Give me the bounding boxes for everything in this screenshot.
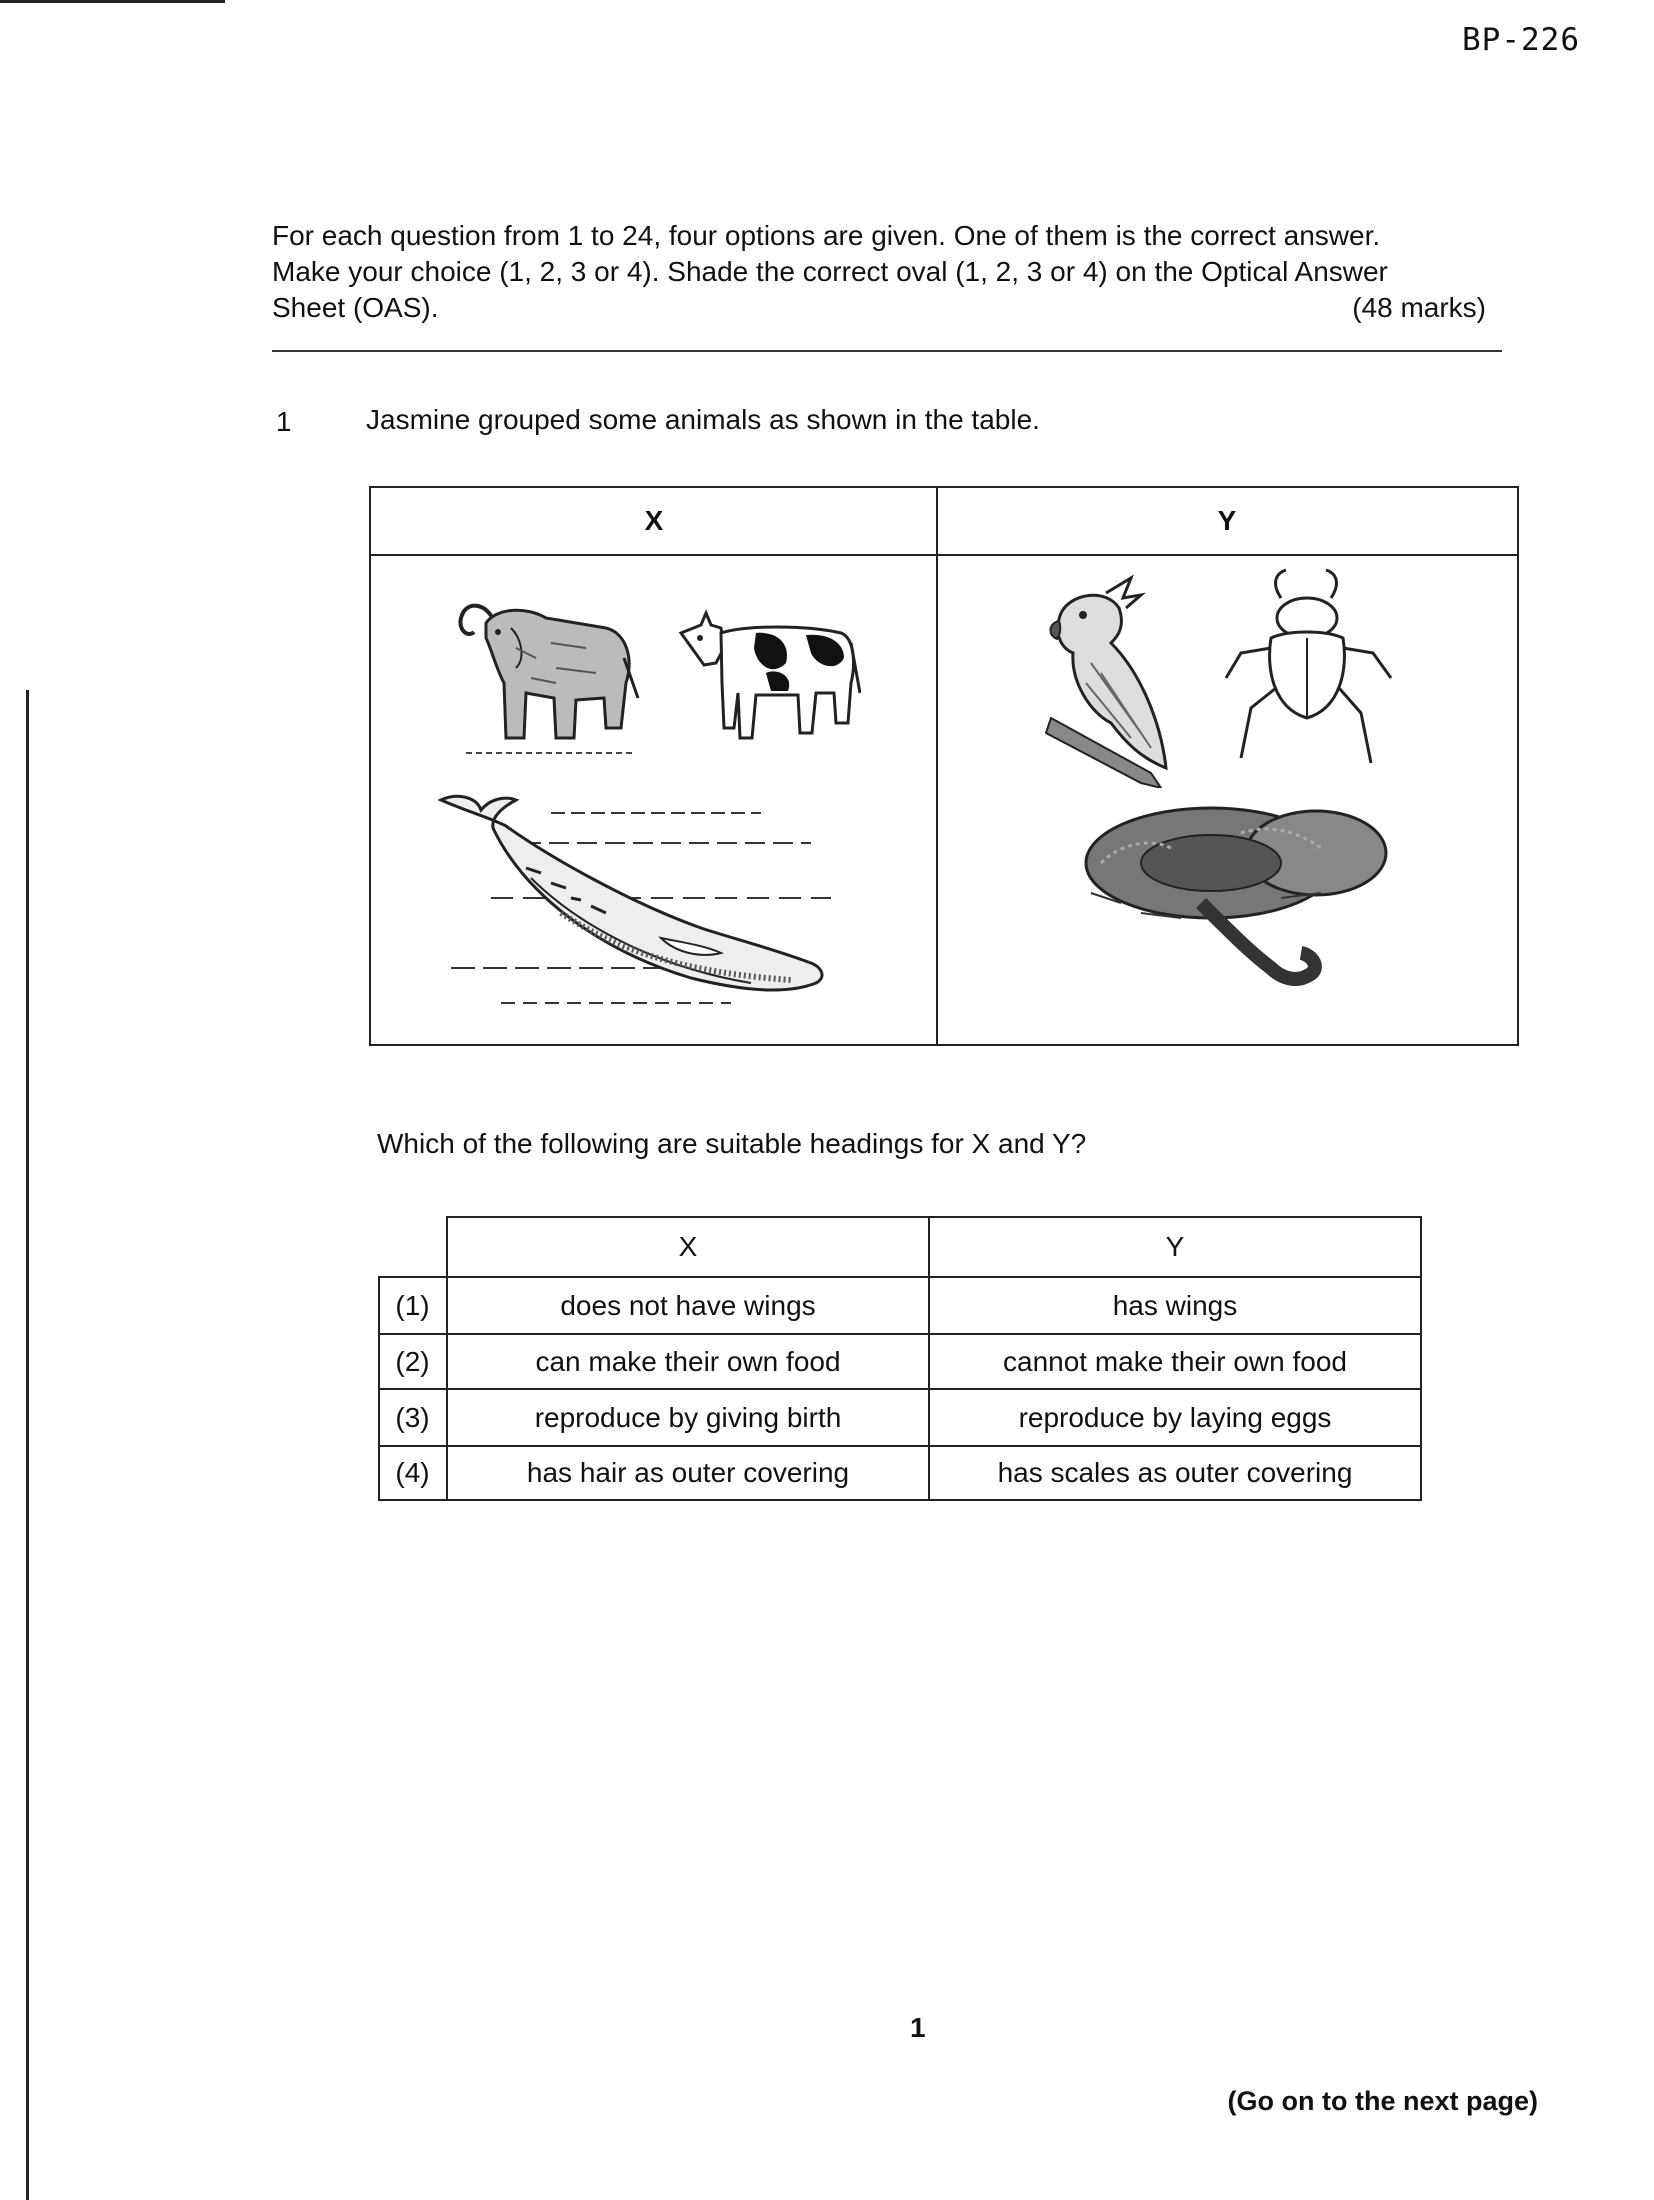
option-3-label: (3) bbox=[395, 1401, 430, 1433]
question-number: 1 bbox=[276, 406, 292, 437]
option-2-y: cannot make their own food bbox=[1003, 1345, 1347, 1377]
animal-grouping-table bbox=[369, 486, 1519, 1046]
instructions-line-2: Make your choice (1, 2, 3 or 4). Shade the correct oval (1, 2, 3 or 4) on the Optical Answer bbox=[272, 256, 1388, 287]
section-divider bbox=[272, 350, 1502, 352]
question-prompt: Which of the following are suitable headings for X and Y? bbox=[377, 1128, 1087, 1159]
column-divider bbox=[936, 488, 938, 1044]
column-y-header: Y bbox=[937, 488, 1517, 556]
options-header-x: X bbox=[678, 1230, 698, 1262]
cow-icon bbox=[676, 603, 861, 753]
instructions bbox=[272, 218, 1512, 326]
option-4-label: (4) bbox=[395, 1457, 430, 1488]
cockatoo-icon bbox=[1031, 573, 1181, 788]
marks-label: (48 marks) bbox=[1352, 292, 1486, 323]
snake-icon bbox=[1081, 793, 1411, 1013]
options-header-y: Y bbox=[1165, 1230, 1185, 1262]
whale-icon bbox=[431, 788, 851, 1028]
elephant-icon bbox=[456, 588, 641, 763]
option-4-x: has hair as outer covering bbox=[526, 1457, 850, 1488]
page-number: 1 bbox=[910, 2012, 926, 2043]
instructions-sheet: Sheet (OAS). bbox=[272, 292, 439, 323]
instructions-line-1: For each question from 1 to 24, four options are given. One of them is the correct answer. bbox=[272, 220, 1381, 251]
top-edge-rule bbox=[0, 0, 225, 3]
option-3-x: reproduce by giving birth bbox=[534, 1401, 842, 1433]
option-3-y: reproduce by laying eggs bbox=[1018, 1401, 1332, 1433]
question-text: Jasmine grouped some animals as shown in the table. bbox=[366, 404, 1040, 435]
next-page-note: (Go on to the next page) bbox=[1227, 2086, 1538, 2116]
option-2-x: can make their own food bbox=[535, 1345, 841, 1377]
paper-code: BP-226 bbox=[1462, 22, 1580, 58]
option-4-y: has scales as outer covering bbox=[997, 1457, 1353, 1488]
option-2-label: (2) bbox=[395, 1345, 430, 1377]
option-1-y: has wings bbox=[1112, 1289, 1238, 1321]
instructions-line-3 bbox=[272, 290, 1512, 326]
left-margin-rule bbox=[26, 690, 29, 2200]
beetle-icon bbox=[1221, 568, 1396, 778]
options-table bbox=[378, 1216, 1422, 1501]
column-x-header: X bbox=[371, 488, 937, 556]
option-1-label: (1) bbox=[395, 1289, 430, 1321]
option-1-x: does not have wings bbox=[560, 1289, 816, 1321]
